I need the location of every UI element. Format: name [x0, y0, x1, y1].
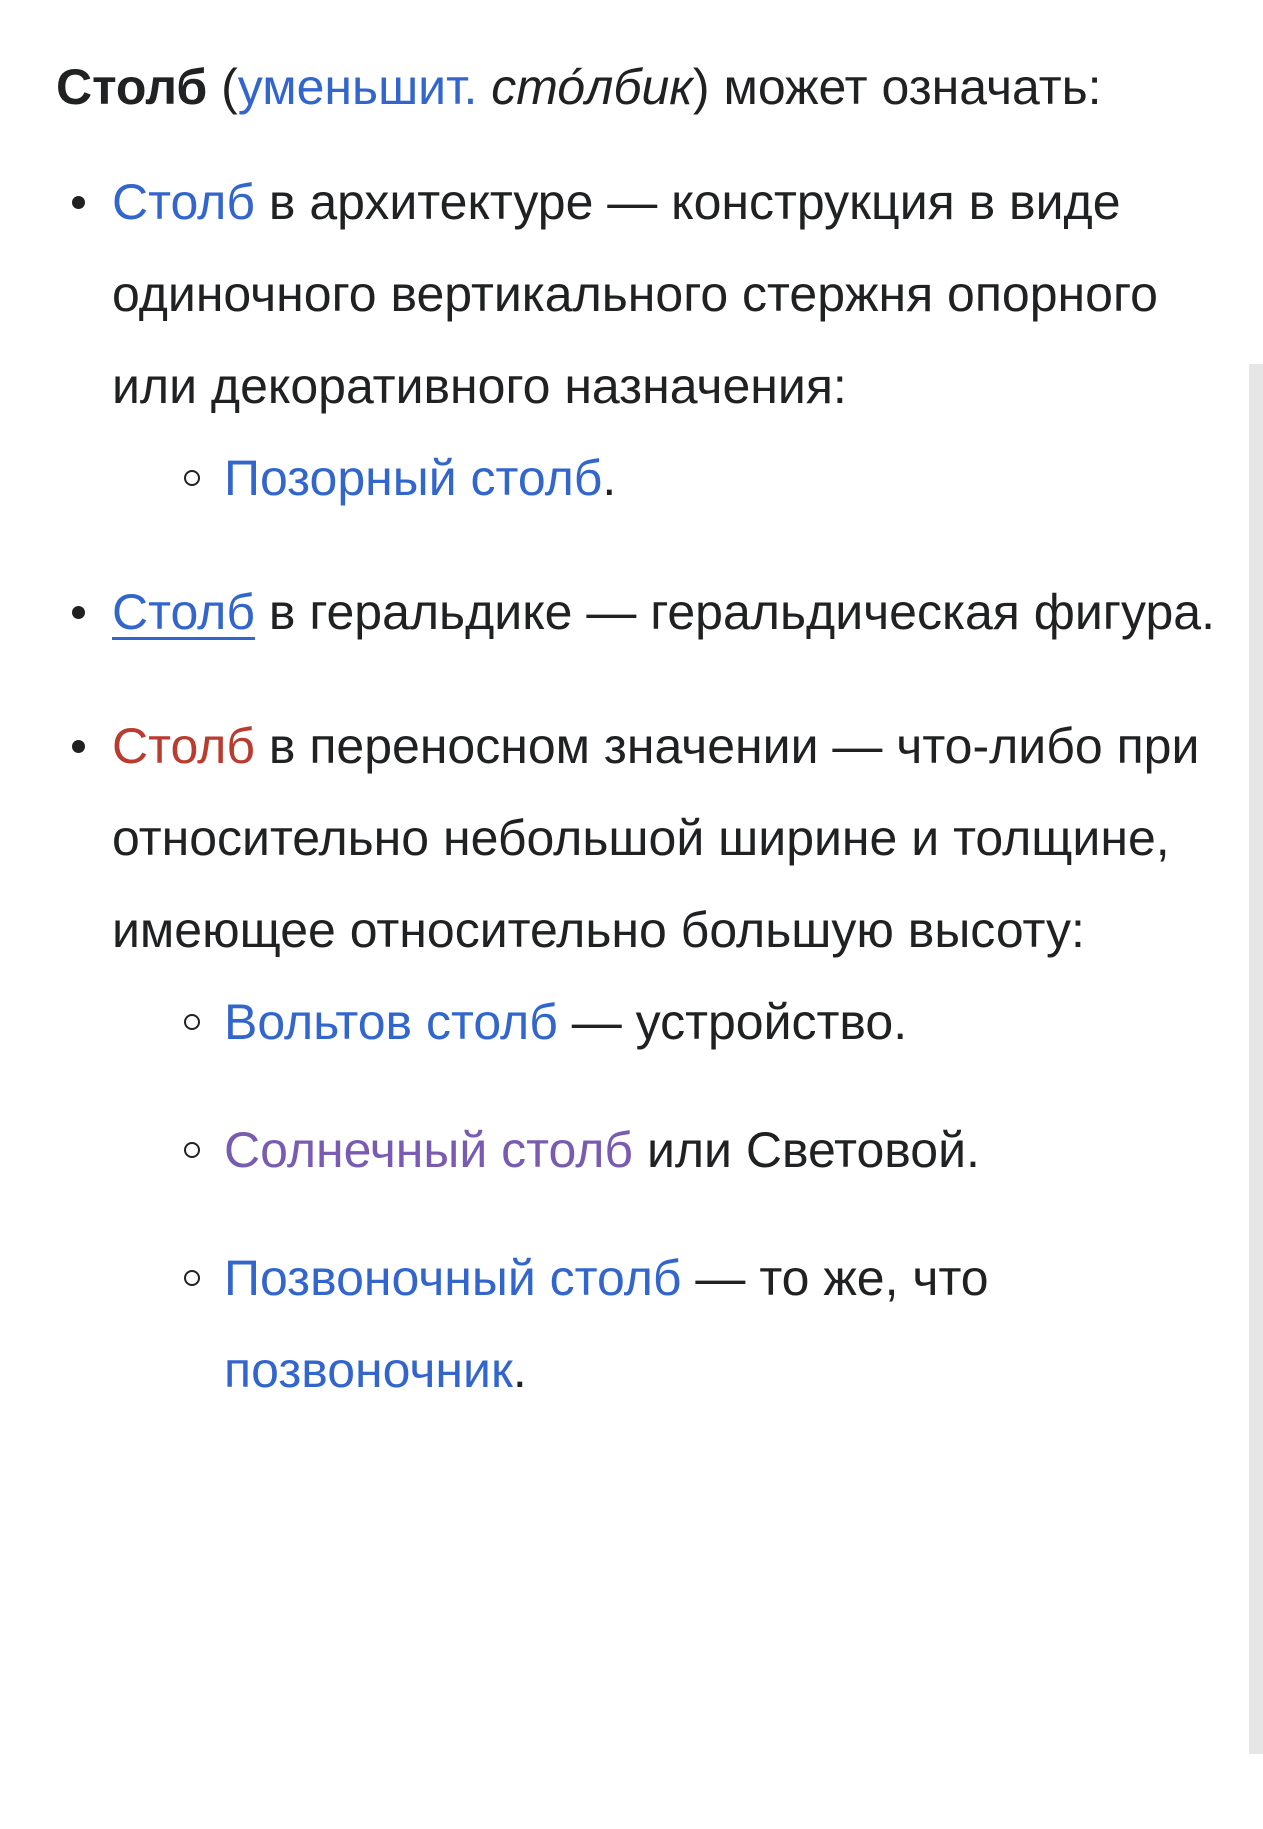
diminutive-word: сто́лбик [491, 59, 693, 115]
article-content [56, 40, 1216, 1458]
meanings-list [56, 156, 1216, 1416]
item-text-figurative: в переносном значении — что-либо при относительно небольшой ширине и толщине, имеющее относительно большую высоту: [112, 718, 1200, 958]
list-item-heraldry [112, 566, 1216, 658]
link-pillar-architecture[interactable]: Столб [112, 174, 255, 230]
item-text-heraldry: в геральдике — геральдическая фигура. [254, 584, 1215, 640]
link-pillar-heraldry[interactable]: Столб [112, 584, 255, 640]
link-pillar-figurative[interactable]: Столб [112, 718, 255, 774]
list-item-architecture [112, 156, 1216, 524]
sublist-text-spinal-column: — то же, что [681, 1250, 989, 1306]
sublist-item-spinal-column [224, 1232, 1216, 1416]
link-spinal-column[interactable]: Позвоночный столб [224, 1250, 682, 1306]
intro-paragraph [56, 40, 1216, 134]
link-pillory[interactable]: Позорный столб [224, 450, 603, 506]
intro-paren-open: ( [207, 59, 238, 115]
diminutive-link[interactable]: уменьшит. [237, 59, 478, 115]
link-voltaic-pile[interactable]: Вольтов столб [224, 994, 558, 1050]
intro-term: Столб [56, 59, 208, 115]
scrollbar[interactable] [1249, 364, 1263, 1754]
sublist-item-pillory [224, 432, 1216, 524]
sublist-item-voltaic-pile [224, 976, 1216, 1068]
sublist-text-spine-end: . [512, 1342, 527, 1398]
sublist-item-sun-pillar [224, 1104, 1216, 1196]
item-text-architecture: в архитектуре — конструкция в виде одиночного вертикального стержня опорного или декоративного назначения: [112, 174, 1158, 414]
intro-space [477, 59, 491, 115]
sublist-text-sun-pillar: или Световой. [633, 1122, 980, 1178]
intro-paren-close: ) [692, 59, 710, 115]
intro-rest: может означать: [709, 59, 1102, 115]
sublist-figurative [112, 976, 1216, 1416]
list-item-figurative [112, 700, 1216, 1416]
link-spine[interactable]: позвоночник [224, 1342, 513, 1398]
link-sun-pillar[interactable]: Солнечный столб [224, 1122, 634, 1178]
sublist-text-voltaic-pile: — устройство. [557, 994, 908, 1050]
sublist-architecture [112, 432, 1216, 524]
sublist-text-pillory: . [602, 450, 617, 506]
